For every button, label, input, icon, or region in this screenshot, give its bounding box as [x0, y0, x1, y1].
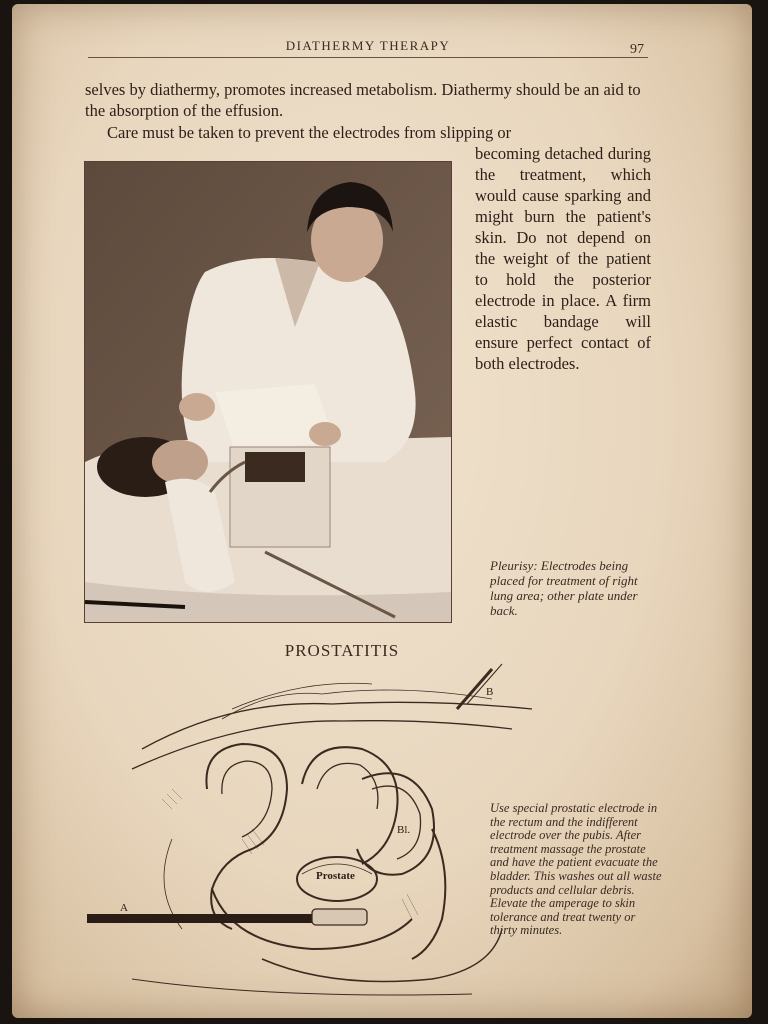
label-b: B: [486, 686, 494, 698]
section-title: PROSTATITIS: [284, 641, 400, 660]
paragraph-2-lead: Care must be taken to prevent the electrodes from slipping or: [107, 123, 512, 142]
prostate-anatomy-illustration: [72, 659, 532, 1004]
illustration-caption: Use special prostatic electrode in the rectum and the indifferent electrode over the pubis. After treatment massage the prostate and have the patient evacuate the bladder. This washes out all waste products and cellular debris. Elevate the amperage to skin tolerance and treat twenty or thirty minutes.: [490, 801, 662, 938]
label-bladder: Bl.: [397, 824, 411, 836]
page-number: 97: [630, 42, 644, 57]
running-head: DIATHERMY THERAPY: [285, 38, 451, 53]
pleurisy-treatment-photo: [84, 161, 452, 623]
header-rule: [88, 57, 648, 58]
paragraph-2-side-column: becoming detached during the treatment, which would cause sparking and might burn the patient's skin. Do not depend on the weight of the patient to hold the posterior electrode in place. A firm elastic bandage will ensure perfect contact of both electrodes.: [475, 144, 651, 373]
book-page: [12, 4, 752, 1018]
label-a: A: [120, 902, 128, 914]
photo-caption: Pleurisy: Electrodes being placed for treatment of right lung area; other plate under back.: [490, 558, 638, 618]
label-prostate: Prostate: [316, 870, 355, 882]
paragraph-1: selves by diathermy, promotes increased metabolism. Diathermy should be an aid to the absorption of the effusion.: [85, 80, 641, 120]
